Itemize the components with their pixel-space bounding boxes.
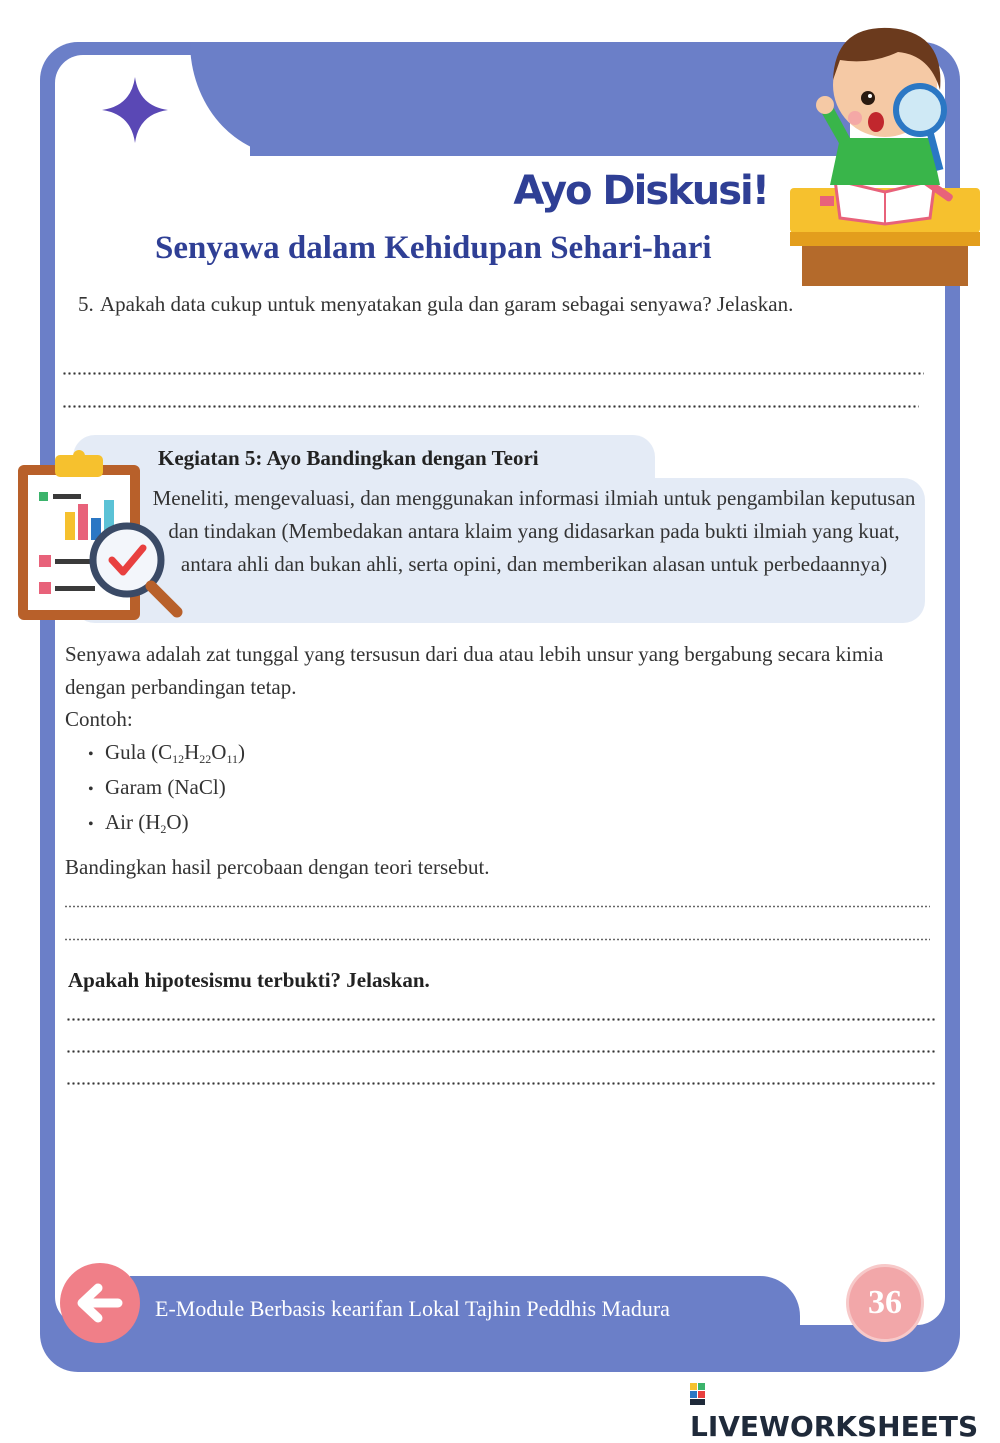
kid-with-magnifier-illustration [780, 10, 990, 290]
page-number: 36 [846, 1264, 924, 1342]
clipboard-checklist-icon [15, 450, 190, 630]
list-item: • Gula $(C_{12}H_{22}O_{11})$ [88, 736, 245, 771]
back-button[interactable] [60, 1263, 140, 1343]
answer-line-hypothesis-1[interactable] [66, 1018, 936, 1021]
hypothesis-prompt: Apakah hipotesismu terbukti? Jelaskan. [68, 968, 430, 992]
question-5 [78, 288, 930, 321]
compare-prompt: Bandingkan hasil percobaan dengan teori tersebut. [65, 855, 490, 879]
answer-line-q5-1[interactable] [62, 372, 924, 375]
list-item: • Garam (NaCl) [88, 771, 245, 806]
kegiatan-title: Kegiatan 5: Ayo Bandingkan dengan Teori [158, 446, 539, 470]
question-text: Apakah data cukup untuk menyatakan gula dan garam sebagai senyawa? Jelaskan. [100, 292, 794, 316]
kegiatan-description: Meneliti, mengevaluasi, dan menggunakan informasi ilmiah untuk pengambilan keputusan dan tindakan (Membedakan antara klaim yang didasarkan pada bukti ilmiah yang kuat, antara ahli dan bukan ahli, serta opini, dan memberikan alasan untuk perbedaannya) [152, 486, 916, 576]
example-label: Contoh: [65, 707, 133, 731]
list-item: • Air $(H_2O)$ [88, 806, 245, 841]
header-band [250, 42, 850, 156]
watermark: LIVEWORKSHEETS [690, 1377, 1000, 1443]
answer-line-hypothesis-3[interactable] [66, 1082, 936, 1085]
answer-line-compare-2[interactable] [64, 938, 930, 941]
page-title: Ayo Diskusi! [513, 168, 768, 214]
senyawa-definition: Senyawa adalah zat tunggal yang tersusun dari dua atau lebih unsur yang bergabung secara kimia dengan perbandingan tetap. [65, 642, 884, 699]
section-subtitle: Senyawa dalam Kehidupan Sehari-hari [155, 230, 712, 266]
sparkle-star-icon [100, 75, 170, 145]
arrow-left-icon [60, 1263, 140, 1343]
example-list [88, 736, 245, 841]
liveworksheets-logo-icon [690, 1383, 714, 1405]
answer-line-hypothesis-2[interactable] [66, 1050, 936, 1053]
answer-line-q5-2[interactable] [62, 405, 919, 408]
answer-line-compare-1[interactable] [64, 905, 930, 908]
question-number: 5. [78, 292, 94, 316]
footer-text: E-Module Berbasis kearifan Lokal Tajhin Peddhis Madura [155, 1296, 670, 1321]
